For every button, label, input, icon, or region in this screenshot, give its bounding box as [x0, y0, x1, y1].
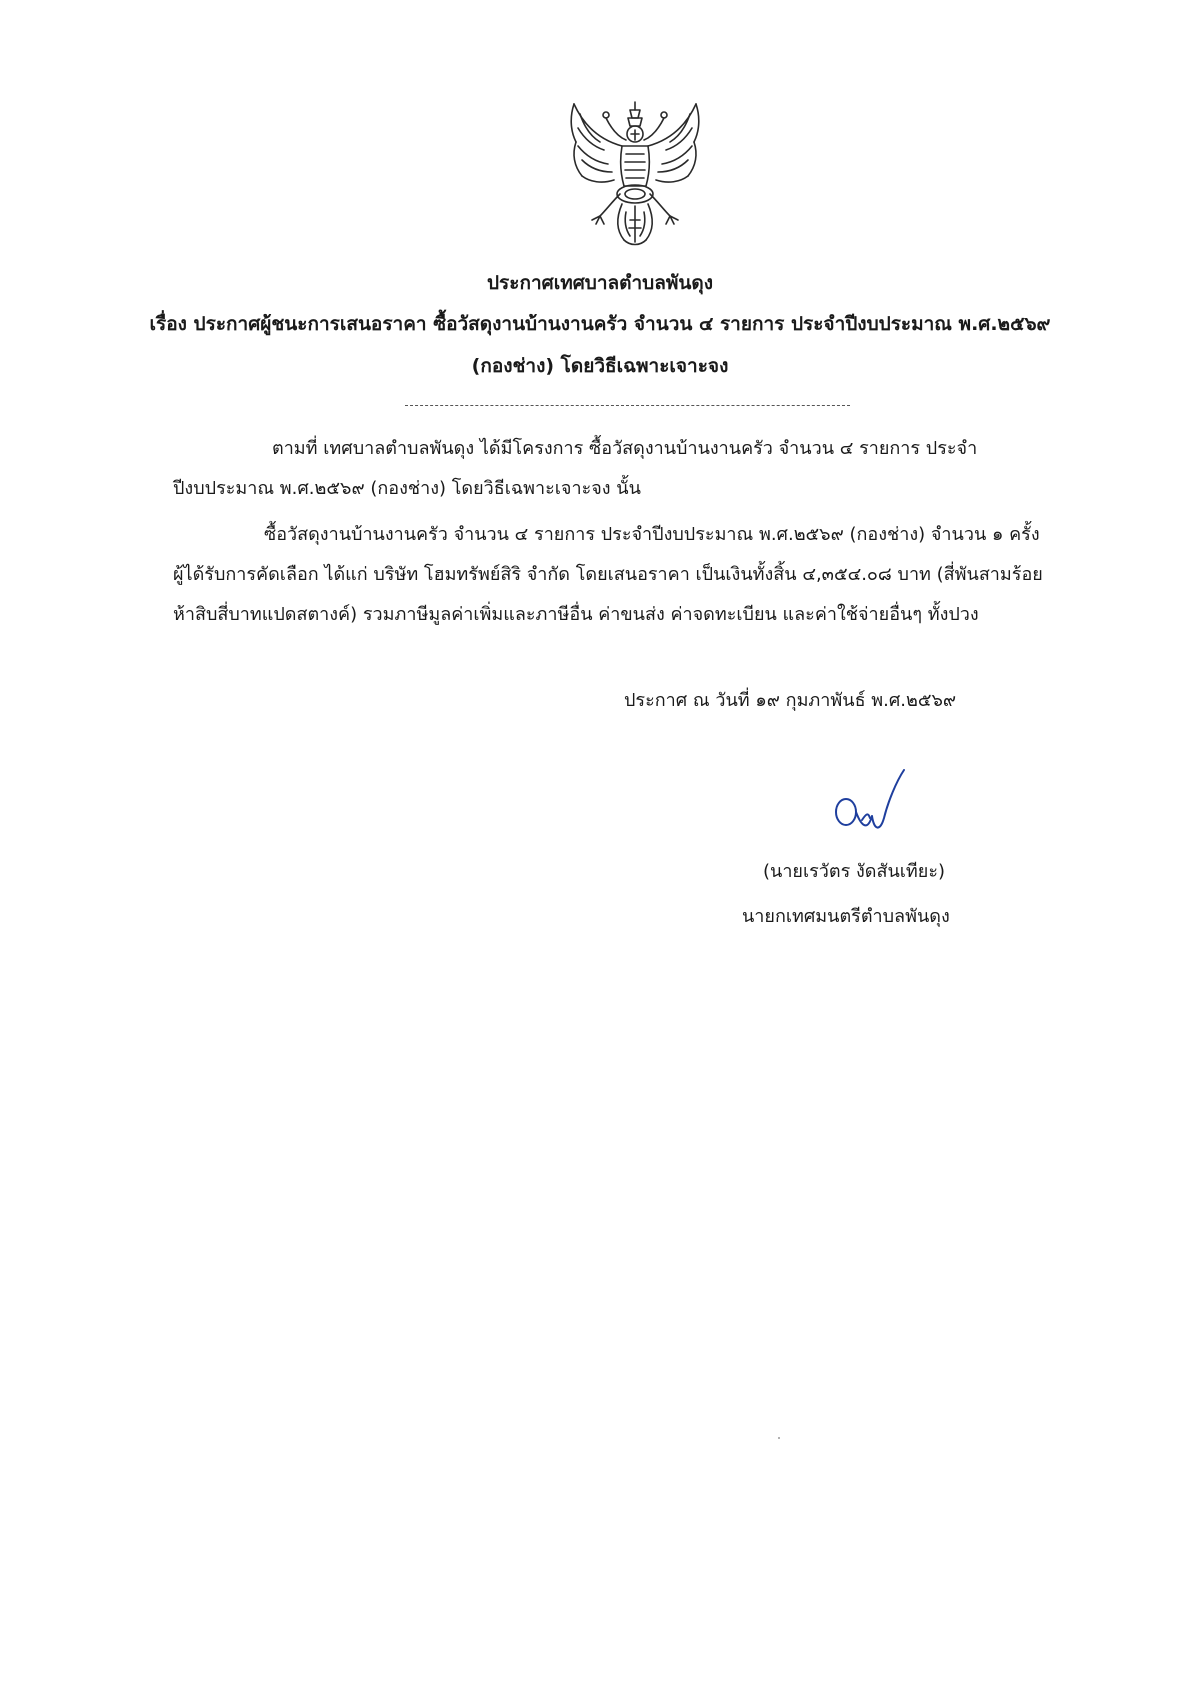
paragraph-2-line-1: ซื้อวัสดุงานบ้านงานครัว จำนวน ๔ รายการ ประจำปีงบประมาณ พ.ศ.๒๕๖๙ (กองช่าง) จำนวน ๑ ครั้ง — [264, 524, 1040, 545]
scan-speck — [778, 1437, 780, 1439]
paragraph-2-line-3: ห้าสิบสี่บาทแปดสตางค์) รวมภาษีมูลค่าเพิ่มและภาษีอื่น ค่าขนส่ง ค่าจดทะเบียน และค่าใช้จ่ายอื่นๆ ทั้งปวง — [173, 604, 979, 625]
paragraph-1-line-2: ปีงบประมาณ พ.ศ.๒๕๖๙ (กองช่าง) โดยวิธีเฉพาะเจาะจง นั้น — [173, 478, 641, 499]
document-subject: เรื่อง ประกาศผู้ชนะการเสนอราคา ซื้อวัสดุงานบ้านงานครัว จำนวน ๔ รายการ ประจำปีงบประมาณ พ.ศ.๒๕๖๙ — [149, 313, 1051, 335]
paragraph-2-line-2: ผู้ได้รับการคัดเลือก ได้แก่ บริษัท โฮมทรัพย์สิริ จำกัด โดยเสนอราคา เป็นเงินทั้งสิ้น ๔,๓๕๔.๐๘ บาท (สี่พันสามร้อย — [173, 564, 1043, 585]
announcement-date: ประกาศ ณ วันที่ ๑๙ กุมภาพันธ์ พ.ศ.๒๕๖๙ — [624, 690, 957, 711]
signer-name: (นายเรวัตร งัดสันเทียะ) — [763, 861, 946, 882]
header-divider — [405, 405, 850, 406]
document-title: ประกาศเทศบาลตำบลพันดุง — [487, 272, 713, 294]
garuda-emblem-icon — [560, 96, 710, 248]
document-subject-continued: (กองช่าง) โดยวิธีเฉพาะเจาะจง — [471, 355, 729, 377]
signer-position: นายกเทศมนตรีตำบลพันดุง — [742, 906, 950, 927]
paragraph-1-line-1: ตามที่ เทศบาลตำบลพันดุง ได้มีโครงการ ซื้อวัสดุงานบ้านงานครัว จำนวน ๔ รายการ ประจำ — [272, 438, 978, 459]
signature-image — [832, 768, 906, 838]
